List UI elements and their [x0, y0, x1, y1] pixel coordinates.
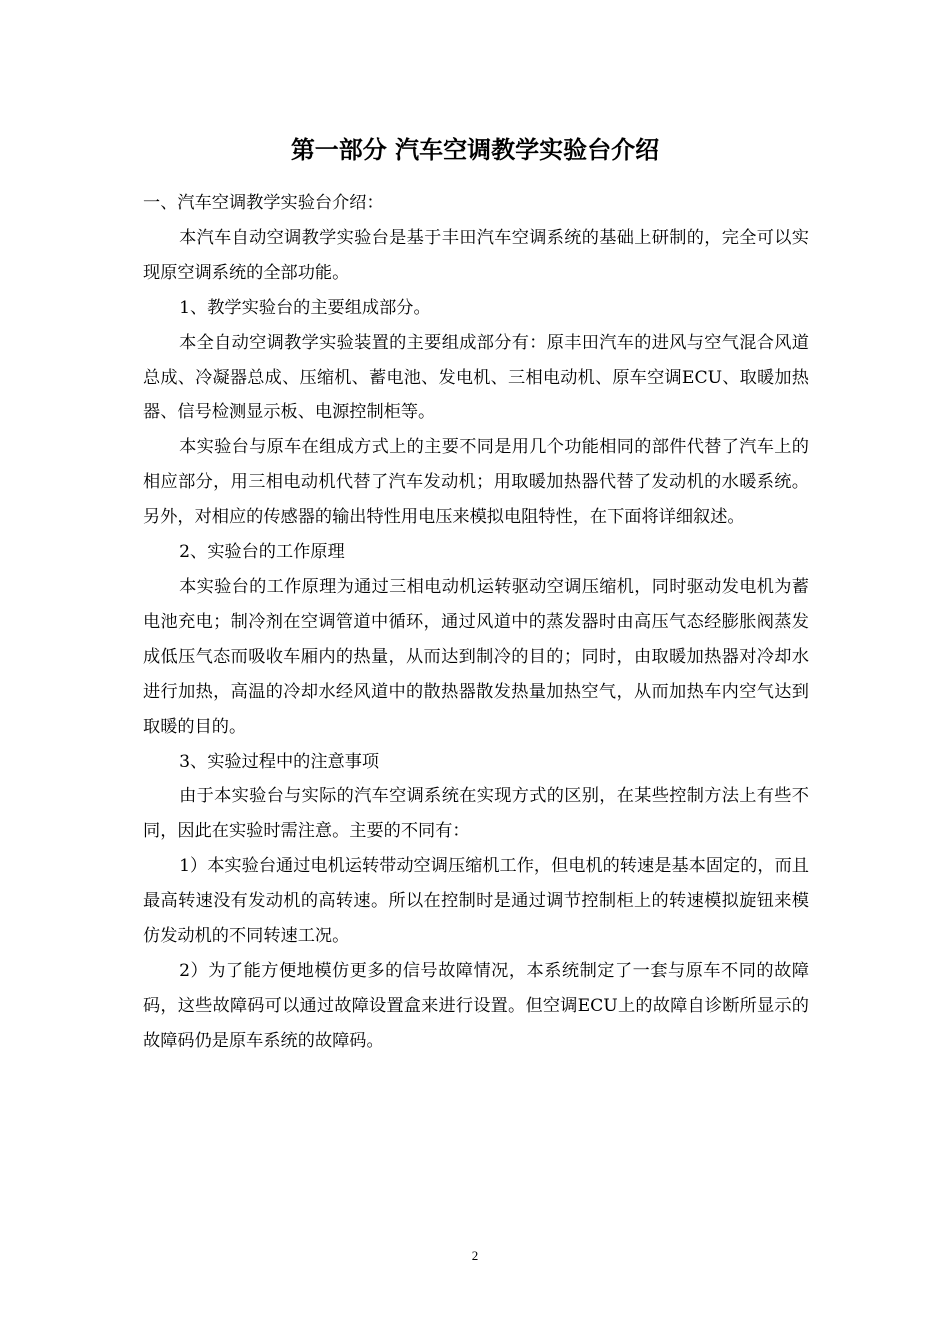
body-content: [143, 186, 809, 1059]
paragraph-precautions: 由于本实验台与实际的汽车空调系统在实现方式的区别，在某些控制方法上有些不同，因此在实验时需注意。主要的不同有：: [143, 786, 809, 842]
list-item-1: 1）本实验台通过电机运转带动空调压缩机工作，但电机的转速是基本固定的，而且最高转速没有发动机的高转速。所以在控制时是通过调节控制柜上的转速模拟旋钮来模仿发动机的不同转速工况。: [143, 856, 809, 947]
list-item-2: 2）为了能方便地模仿更多的信号故障情况，本系统制定了一套与原车不同的故障码，这些故障码可以通过故障设置盒来进行设置。但空调ECU上的故障自诊断所显示的故障码仍是原车系统的故障码。: [143, 960, 809, 1051]
paragraph-intro: 本汽车自动空调教学实验台是基于丰田汽车空调系统的基础上研制的，完全可以实现原空调系统的全部功能。: [143, 227, 809, 283]
paragraph-components: 本全自动空调教学实验装置的主要组成部分有：原丰田汽车的进风与空气混合风道总成、冷凝器总成、压缩机、蓄电池、发电机、三相电动机、原车空调ECU、取暖加热器、信号检测显示板、电源控制柜等。: [143, 332, 809, 423]
page-number: 2: [471, 1248, 479, 1263]
paragraph-principle: 本实验台的工作原理为通过三相电动机运转驱动空调压缩机，同时驱动发电机为蓄电池充电；制冷剂在空调管道中循环，通过风道中的蒸发器时由高压气态经膨胀阀蒸发成低压气态而吸收车厢内的热量，从而达到制冷的目的；同时，由取暖加热器对冷却水进行加热，高温的冷却水经风道中的散热器散发热量加热空气，从而加热车内空气达到取暖的目的。: [143, 576, 809, 737]
subheading-components: 1、教学实验台的主要组成部分。: [179, 297, 431, 318]
paragraph-differences: 本实验台与原车在组成方式上的主要不同是用几个功能相同的部件代替了汽车上的相应部分，用三相电动机代替了汽车发动机；用取暖加热器代替了发动机的水暖系统。另外，对相应的传感器的输出特性用电压来模拟电阻特性，在下面将详细叙述。: [143, 437, 809, 528]
page-title: 第一部分 汽车空调教学实验台介绍: [290, 136, 660, 164]
subheading-precautions: 3、实验过程中的注意事项: [179, 751, 380, 772]
section-heading: 一、汽车空调教学实验台介绍：: [143, 193, 384, 213]
subheading-principle: 2、实验台的工作原理: [179, 542, 345, 563]
